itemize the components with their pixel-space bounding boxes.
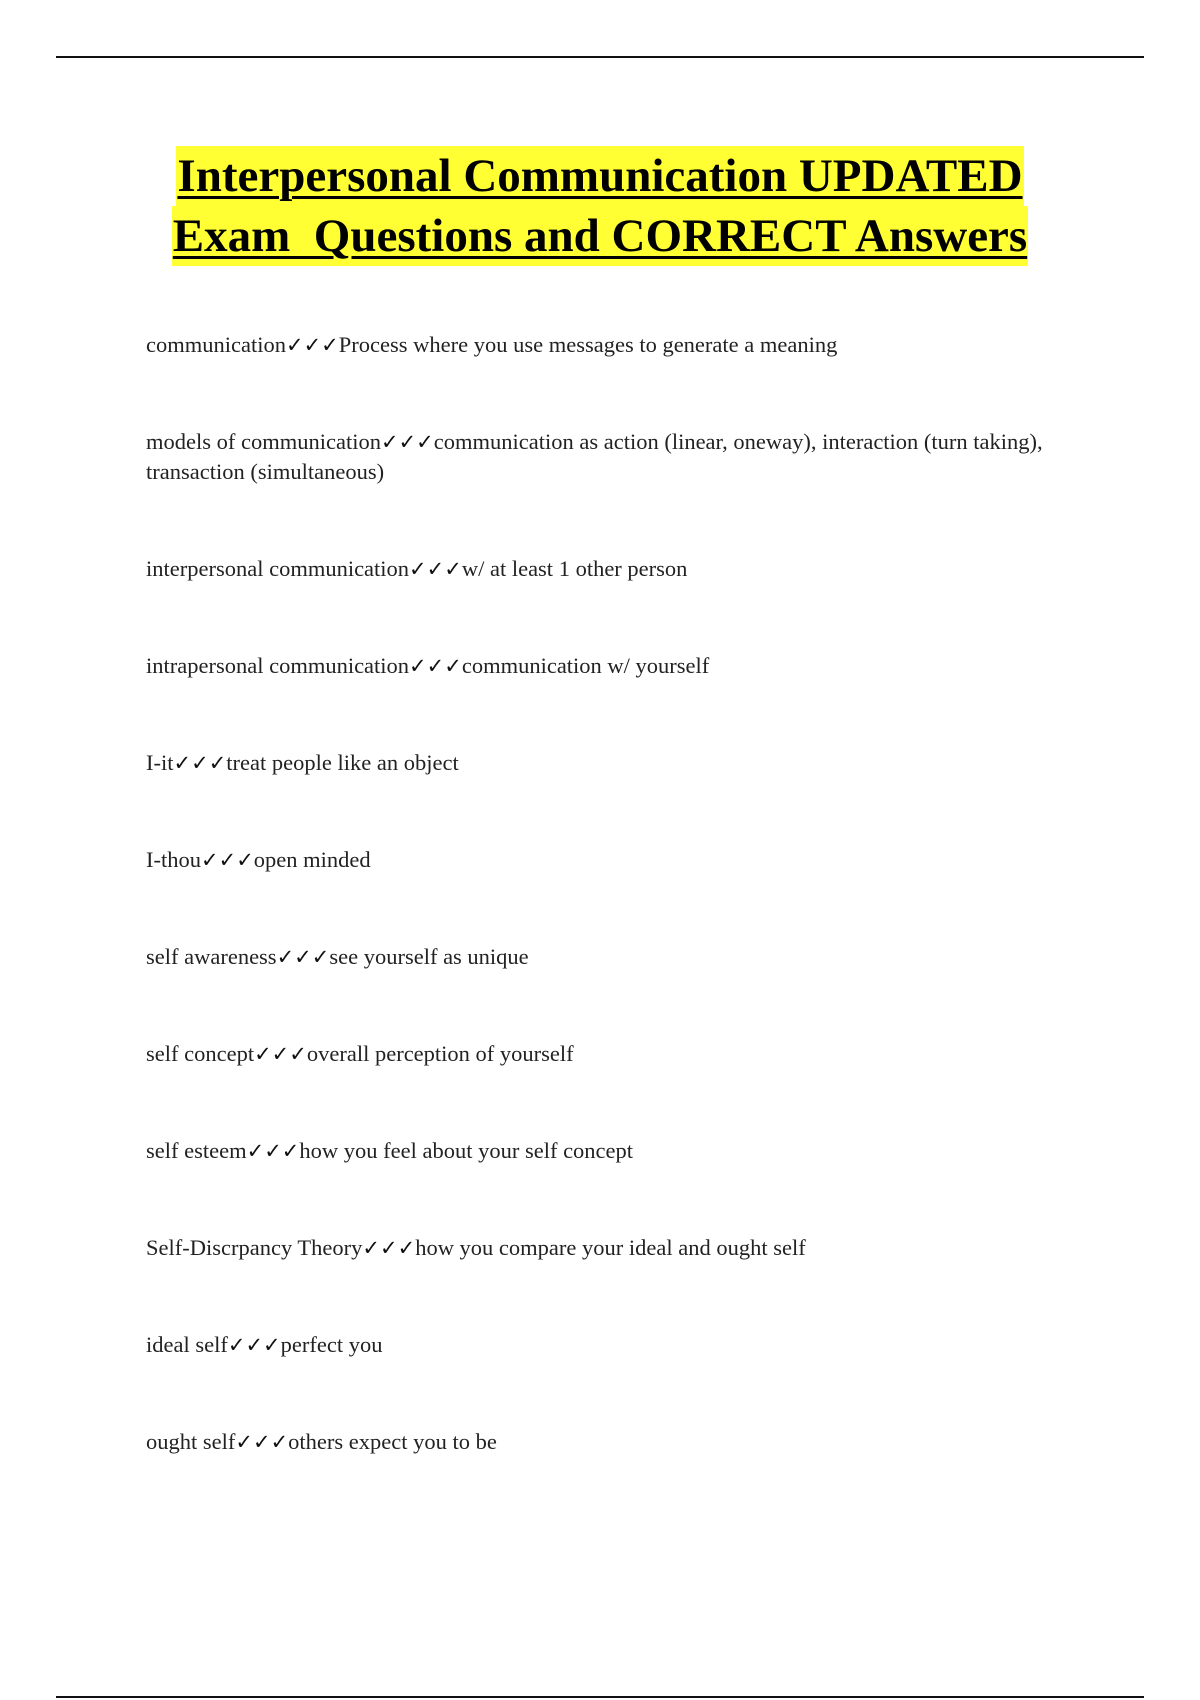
checkmarks-icon: ✓✓✓ xyxy=(246,1139,300,1163)
qa-definition: Process where you use messages to generate a meaning xyxy=(338,332,838,357)
checkmarks-icon: ✓✓✓ xyxy=(235,1430,289,1454)
qa-term: ideal self xyxy=(146,1332,228,1357)
qa-definition: overall perception of yourself xyxy=(306,1041,574,1066)
qa-item xyxy=(146,845,1046,875)
checkmarks-icon: ✓✓✓ xyxy=(201,848,254,872)
qa-definition: others expect you to be xyxy=(288,1429,497,1454)
qa-definition: communication w/ yourself xyxy=(461,653,710,678)
qa-term: communication xyxy=(146,332,286,357)
qa-item xyxy=(146,1136,1046,1166)
qa-term: I-it xyxy=(146,750,174,775)
qa-term: Self-Discrpancy Theory xyxy=(146,1235,363,1260)
qa-item xyxy=(146,554,1046,584)
qa-term: interpersonal communication xyxy=(146,556,410,581)
qa-term: models of communication xyxy=(146,429,381,454)
qa-definition: see yourself as unique xyxy=(329,944,529,969)
checkmarks-icon: ✓✓✓ xyxy=(409,654,462,678)
qa-item xyxy=(146,748,1046,778)
checkmarks-icon: ✓✓✓ xyxy=(254,1042,307,1066)
qa-term: I-thou xyxy=(146,847,201,872)
checkmarks-icon: ✓✓✓ xyxy=(173,751,227,775)
qa-definition: communication as action (linear, oneway), interaction (turn taking), transaction (simultaneous) xyxy=(146,429,1043,484)
qa-item xyxy=(146,942,1046,972)
top-rule xyxy=(56,56,1144,58)
checkmarks-icon: ✓✓✓ xyxy=(285,333,339,357)
qa-item xyxy=(146,1427,1046,1457)
checkmarks-icon: ✓✓✓ xyxy=(227,1333,281,1357)
qa-item xyxy=(146,330,1046,360)
qa-item xyxy=(146,1330,1046,1360)
qa-item xyxy=(146,651,1046,681)
title-line-2: Exam Questions and CORRECT Answers xyxy=(172,206,1028,266)
qa-definition: treat people like an object xyxy=(226,750,459,775)
checkmarks-icon: ✓✓✓ xyxy=(362,1236,416,1260)
qa-item xyxy=(146,427,1046,487)
qa-term: intrapersonal communication xyxy=(146,653,410,678)
checkmarks-icon: ✓✓✓ xyxy=(276,945,330,969)
qa-item xyxy=(146,1039,1046,1069)
qa-definition: how you compare your ideal and ought self xyxy=(415,1235,806,1260)
checkmarks-icon: ✓✓✓ xyxy=(409,557,462,581)
document-title xyxy=(0,146,1200,266)
qa-definition: perfect you xyxy=(280,1332,383,1357)
qa-definition: open minded xyxy=(253,847,371,872)
qa-term: self esteem xyxy=(146,1138,247,1163)
qa-term: self awareness xyxy=(146,944,277,969)
checkmarks-icon: ✓✓✓ xyxy=(380,430,434,454)
qa-definition: w/ at least 1 other person xyxy=(461,556,688,581)
qa-definition: how you feel about your self concept xyxy=(299,1138,634,1163)
qa-term: self concept xyxy=(146,1041,255,1066)
title-line-1: Interpersonal Communication UPDATED xyxy=(176,146,1023,206)
qa-term: ought self xyxy=(146,1429,236,1454)
qa-list xyxy=(146,330,1046,1457)
qa-item xyxy=(146,1233,1046,1263)
bottom-rule xyxy=(56,1696,1144,1698)
